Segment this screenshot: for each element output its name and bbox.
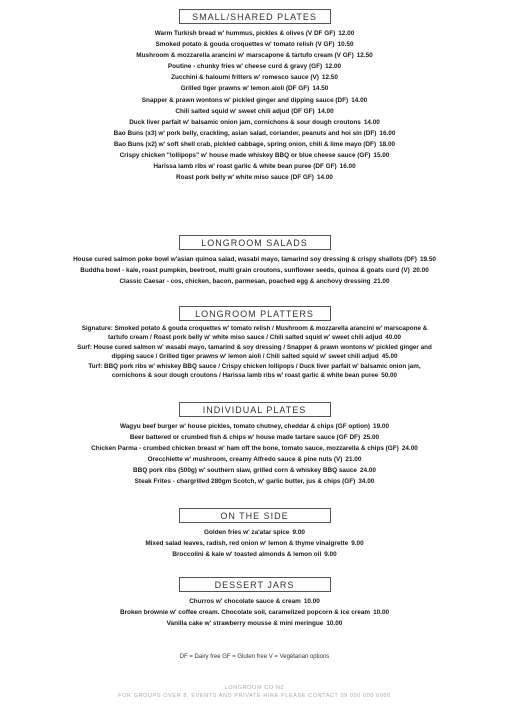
item-price: 16.00 bbox=[339, 163, 356, 171]
section-longroom-salads bbox=[0, 235, 509, 287]
item-price: 9.00 bbox=[351, 540, 364, 548]
platter-list bbox=[0, 325, 509, 381]
menu-item bbox=[0, 139, 509, 150]
item-description: Broccolini & kale w' toasted almonds & lemon oil bbox=[172, 551, 322, 559]
item-price: 45.00 bbox=[381, 352, 398, 360]
menu-item bbox=[0, 549, 509, 560]
menu-item-list bbox=[0, 254, 509, 287]
item-price: 24.00 bbox=[359, 467, 376, 475]
item-price: 10.00 bbox=[303, 598, 320, 605]
item-price: 12.00 bbox=[338, 30, 355, 37]
menu-item bbox=[0, 254, 509, 265]
menu-item-list bbox=[0, 596, 509, 629]
menu-item bbox=[0, 607, 509, 618]
menu-item bbox=[0, 618, 509, 629]
item-price: 14.00 bbox=[351, 96, 368, 104]
item-price: 50.00 bbox=[381, 371, 398, 379]
item-description: Surf: House cured salmon w' wasabi mayo, tamarind & soy dressing / Snapper & prawn wontons w' pickled ginger and dipping sauce / Grilled tiger prawns w' lemon aioli / Chili salted squid w' sweet chili adjud bbox=[77, 344, 432, 360]
menu-item bbox=[0, 161, 509, 172]
item-price: 15.00 bbox=[373, 152, 390, 160]
item-price: 19.50 bbox=[419, 256, 436, 263]
item-description: Duck liver parfait w' balsamic onion jam, cornichons & sour dough croutons bbox=[129, 118, 361, 126]
item-description: Snapper & prawn wontons w' pickled ginger and dipping sauce (DF) bbox=[141, 96, 349, 104]
platter-item bbox=[75, 344, 435, 361]
section-dessert-jars bbox=[0, 577, 509, 629]
menu-item bbox=[0, 421, 509, 432]
item-description: Vanilla cake w' strawberry mousse & mini meringue bbox=[166, 620, 324, 628]
item-price: 9.00 bbox=[292, 529, 305, 536]
item-price: 14.00 bbox=[317, 107, 334, 115]
item-price: 14.00 bbox=[316, 174, 333, 182]
item-description: House cured salmon poke bowl w'asian quinoa salad, wasabi mayo, tamarind soy dressing & crispy shallots (DF) bbox=[73, 256, 417, 263]
menu-item bbox=[0, 150, 509, 161]
menu-item bbox=[0, 432, 509, 443]
item-description: Bao Buns (x3) w' pork belly, crackling, asian salad, coriander, peanuts and hoi sin (DF) bbox=[113, 129, 377, 137]
platter-item bbox=[75, 363, 435, 380]
item-description: Harissa lamb ribs w' roast garlic & white bean puree (DF GF) bbox=[153, 163, 337, 171]
item-price: 10.00 bbox=[326, 620, 343, 628]
menu-item bbox=[0, 276, 509, 287]
item-price: 19.00 bbox=[373, 423, 390, 430]
item-description: Zucchini & haloumi fritters w' romesco sauce (V) bbox=[171, 74, 319, 82]
menu-item bbox=[0, 443, 509, 454]
menu-item bbox=[0, 527, 509, 538]
item-description: Steak Frites - chargrilled 280gm Scotch, w' garlic butter, jus & chips (GF) bbox=[134, 478, 356, 486]
menu-item bbox=[0, 454, 509, 465]
dietary-legend: DF = Dairy free GF = Gluten free V = Vegetarian options bbox=[179, 654, 330, 660]
menu-item bbox=[0, 72, 509, 83]
item-description: Beer battered or crumbed fish & chips w' house made tartare sauce (GF DF) bbox=[129, 434, 361, 442]
section-on-the-side bbox=[0, 508, 509, 560]
footer-contact: FOR GROUPS OVER 8, EVENTS AND PRIVATE HIRE PLEASE CONTACT 09 000 000 0000 bbox=[118, 693, 391, 699]
item-price: 18.00 bbox=[379, 140, 396, 148]
item-description: BBQ pork ribs (500g) w' southern slaw, grilled corn & whiskey BBQ sauce bbox=[133, 467, 357, 475]
item-price: 20.00 bbox=[412, 267, 429, 275]
section-header: SMALL/SHARED PLATES bbox=[179, 9, 331, 24]
menu-item-list bbox=[0, 527, 509, 560]
item-description: Poutine - chunky fries w' cheese curd & gravy (GF) bbox=[167, 63, 323, 71]
item-price: 14.50 bbox=[312, 85, 329, 93]
item-description: Signature: Smoked potato & gouda croquettes w' tomato relish / Mushroom & mozzarella arancini w' marscapone & tartufo cream / Roast pork belly w' white miso sauce / Chili salted squid w' sweet chili adjud bbox=[81, 325, 428, 341]
item-description: Chicken Parma - crumbed chicken breast w' ham off the bone, tomato sauce, mozzarella & chips (GF) bbox=[91, 445, 399, 453]
item-description: Warm Turkish bread w' hummus, pickles & olives (V DF GF) bbox=[154, 30, 336, 37]
menu-item bbox=[0, 538, 509, 549]
section-longroom-platters bbox=[0, 306, 509, 383]
menu-item bbox=[0, 476, 509, 487]
item-price: 14.00 bbox=[363, 118, 380, 126]
item-description: Crispy chicken "lollipops" w' house made whiskey BBQ or blue cheese sauce (GF) bbox=[119, 152, 371, 160]
menu-item bbox=[0, 172, 509, 183]
item-description: Classic Caesar - cos, chicken, bacon, parmesan, poached egg & anchovy dressing bbox=[119, 278, 371, 286]
footer-website: LONGROOM CO NZ bbox=[224, 685, 285, 691]
section-header: ON THE SIDE bbox=[179, 508, 331, 523]
item-price: 25.00 bbox=[363, 434, 380, 442]
section-header: LONGROOM PLATTERS bbox=[179, 306, 331, 321]
menu-item-list bbox=[0, 28, 509, 183]
menu-item bbox=[0, 117, 509, 128]
item-description: Mixed salad leaves, radish, red onion w' lemon & thyme vinaigrette bbox=[145, 540, 349, 548]
menu-item bbox=[0, 95, 509, 106]
item-description: Churros w' chocolate sauce & cream bbox=[189, 598, 301, 605]
section-header: INDIVIDUAL PLATES bbox=[179, 402, 331, 417]
item-description: Chili salted squid w' sweet chili adjud (DF GF) bbox=[175, 107, 315, 115]
menu-item bbox=[0, 50, 509, 61]
item-description: Orecchiette w' mushroom, creamy Alfredo sauce & pine nuts (V) bbox=[147, 456, 343, 464]
menu-item bbox=[0, 61, 509, 72]
footer bbox=[0, 684, 509, 700]
item-price: 40.00 bbox=[385, 333, 401, 341]
section-header: DESSERT JARS bbox=[179, 577, 331, 592]
item-price: 12.50 bbox=[321, 74, 338, 82]
item-price: 12.50 bbox=[356, 52, 373, 60]
platter-item bbox=[75, 325, 435, 342]
menu-item bbox=[0, 106, 509, 117]
menu-item bbox=[0, 39, 509, 50]
item-description: Bao Buns (x2) w' soft shell crab, pickled cabbage, spring onion, chili & lime mayo (DF) bbox=[113, 140, 377, 148]
item-price: 34.00 bbox=[358, 478, 375, 486]
item-description: Buddha bowl - kale, roast pumpkin, beetroot, multi grain croutons, sunflower seeds, quinoa & goats curd (V) bbox=[80, 267, 410, 275]
menu-item bbox=[0, 265, 509, 276]
item-price: 12.00 bbox=[325, 63, 342, 71]
item-price: 10.50 bbox=[337, 41, 354, 49]
item-description: Smoked potato & gouda croquettes w' tomato relish (V GF) bbox=[155, 41, 335, 49]
item-description: Grilled tiger prawns w' lemon aioli (DF GF) bbox=[180, 85, 310, 93]
item-price: 9.00 bbox=[324, 551, 337, 559]
menu-item bbox=[0, 28, 509, 39]
item-description: Wagyu beef burger w' house pickles, tomato chutney, cheddar & chips (GF option) bbox=[119, 423, 371, 430]
item-description: Turf: BBQ pork ribs w' whiskey BBQ sauce / Crispy chicken lollipops / Duck liver parfait w' balsamic onion jam, cornichons & sour dough croutons / Harissa lamb ribs w' roast garlic & white bean puree bbox=[88, 363, 421, 379]
item-description: Broken brownie w' coffee cream. Chocolate soil, caramelized popcorn & ice cream bbox=[119, 609, 371, 617]
section-header: LONGROOM SALADS bbox=[179, 235, 331, 250]
menu-item bbox=[0, 465, 509, 476]
item-price: 24.00 bbox=[401, 445, 418, 453]
item-price: 10.00 bbox=[373, 609, 390, 617]
section-individual-plates bbox=[0, 402, 509, 488]
item-price: 21.00 bbox=[345, 456, 362, 464]
menu-item bbox=[0, 596, 509, 607]
item-price: 21.00 bbox=[373, 278, 390, 286]
item-description: Golden fries w' za'atar spice bbox=[204, 529, 290, 536]
item-description: Mushroom & mozzarella arancini w' marscapone & tartufo cream (V GF) bbox=[136, 52, 354, 60]
item-description: Roast pork belly w' white miso sauce (DF GF) bbox=[176, 174, 314, 182]
menu-item bbox=[0, 83, 509, 94]
item-price: 16.00 bbox=[379, 129, 396, 137]
menu-item bbox=[0, 128, 509, 139]
menu-item-list bbox=[0, 421, 509, 488]
section-small-shared-plates bbox=[0, 9, 509, 183]
